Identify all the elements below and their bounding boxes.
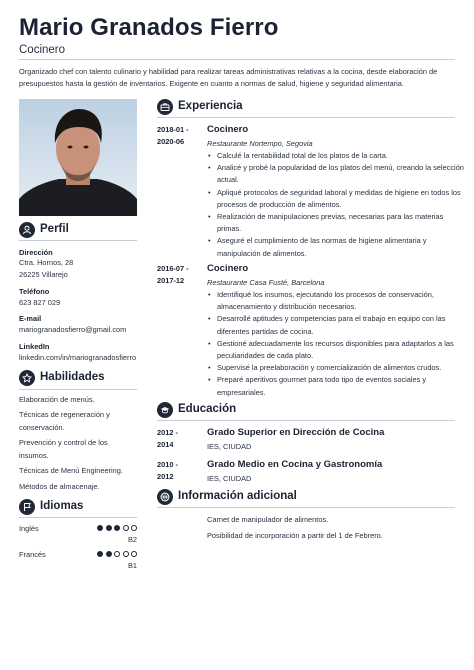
job-bullet: • Supervisé la preelaboración y comercialización de alimentos crudos.	[217, 362, 467, 374]
languages-section-title: Idiomas	[40, 500, 84, 512]
candidate-role: Cocinero	[19, 44, 66, 56]
flag-icon	[19, 499, 35, 515]
job-bullet: • Preparé aperitivos gourmet para todo tipo de eventos sociales y empresariales.	[217, 374, 467, 398]
level-dot-filled	[97, 525, 103, 531]
edu-date-start: 2012 -	[157, 428, 178, 437]
edu-title: Grado Medio en Cocina y Gastronomía	[207, 459, 383, 470]
level-dot-filled	[106, 525, 112, 531]
job-date-start: 2016-07 -	[157, 264, 189, 273]
job-place: Restaurante Casa Fusté, Barcelona	[207, 278, 325, 287]
email-value[interactable]: mariogranadosfierro@gmail.com	[19, 325, 127, 334]
education-section-title: Educación	[178, 403, 237, 415]
edu-title: Grado Superior en Dirección de Cocina	[207, 427, 385, 438]
edu-school: IES, CIUDAD	[207, 442, 252, 451]
linkedin-label: LinkedIn	[19, 342, 50, 351]
job-title: Cocinero	[207, 124, 249, 135]
skill-item: Prevención y control de los insumos.	[19, 438, 108, 460]
job-date-end: 2017-12	[157, 276, 185, 285]
skill-item: Técnicas de Menú Engineering.	[19, 466, 123, 475]
experience-divider	[157, 117, 455, 118]
address-label: Dirección	[19, 248, 53, 257]
phone-value: 623 827 029	[19, 298, 61, 307]
linkedin-value[interactable]: linkedin.com/in/mariogranadosfierro	[19, 353, 137, 362]
level-dot-filled	[97, 551, 103, 557]
level-dot-empty	[114, 551, 120, 557]
level-dot-filled	[114, 525, 120, 531]
job-bullet: • Realización de manipulaciones previas, necesarias para las materias primas.	[217, 211, 467, 235]
additional-item: Posibilidad de incorporación a partir del 1 de Febrero.	[207, 531, 383, 540]
skill-item: Métodos de almacenaje.	[19, 482, 100, 491]
job-bullets	[207, 150, 467, 260]
job-place: Restaurante Nortempo, Segovia	[207, 139, 313, 148]
job-bullet: • Desarrollé aptitudes y competencias para el trabajo en equipo con las diferentes partidas de cocina.	[217, 313, 467, 337]
level-dot-empty	[131, 525, 137, 531]
additional-item: Carnet de manipulador de alimentos.	[207, 515, 329, 524]
language-level-dots	[97, 525, 137, 532]
skill-item: Técnicas de regeneración y conservación.	[19, 410, 110, 432]
language-level: B2	[127, 535, 137, 544]
level-dot-empty	[131, 551, 137, 557]
language-level: B1	[127, 561, 137, 570]
candidate-name: Mario Granados Fierro	[19, 14, 279, 41]
job-date-start: 2018-01 -	[157, 125, 189, 134]
user-icon	[19, 222, 35, 238]
job-bullets	[207, 289, 467, 399]
address-line1: Ctra. Hornos, 28	[19, 258, 74, 267]
email-label: E-mail	[19, 314, 42, 323]
edu-date-end: 2012	[157, 472, 174, 481]
job-bullet: • Gestioné adecuadamente los recursos disponibles para adaptarlos a las peculiaridades de cada plato.	[217, 338, 467, 362]
star-badge-icon	[19, 370, 35, 386]
graduation-cap-icon	[157, 402, 173, 418]
profile-photo	[19, 99, 137, 216]
header-divider	[19, 59, 455, 60]
job-bullet: • Analicé y probé la popularidad de los platos del menú, creando la selección actual.	[217, 162, 467, 186]
job-bullet: • Identifiqué los insumos, ejecutando los procesos de conservación, almacenamiento y distribución necesarios.	[217, 289, 467, 313]
phone-label: Teléfono	[19, 287, 50, 296]
profile-divider	[19, 240, 137, 241]
level-dot-empty	[123, 525, 129, 531]
level-dot-empty	[123, 551, 129, 557]
language-level-dots	[97, 551, 137, 558]
skills-section-title: Habilidades	[40, 371, 105, 383]
skill-item: Elaboración de menús.	[19, 395, 95, 404]
level-dot-filled	[106, 551, 112, 557]
job-date-end: 2020-06	[157, 137, 185, 146]
experience-section-title: Experiencia	[178, 100, 243, 112]
additional-divider	[157, 507, 455, 508]
edu-date-end: 2014	[157, 440, 174, 449]
edu-date-start: 2010 -	[157, 460, 178, 469]
languages-divider	[19, 517, 137, 518]
profile-section-title: Perfil	[40, 223, 69, 235]
job-bullet: • Calculé la rentabilidad total de los platos de la carta.	[217, 150, 467, 162]
job-bullet: • Aseguré el cumplimiento de las normas de higiene alimentaria y manipulación de alimentos.	[217, 235, 467, 259]
briefcase-icon	[157, 99, 173, 115]
language-name: Inglés	[19, 524, 39, 533]
job-title: Cocinero	[207, 263, 249, 274]
address-line2: 26225 Villarejo	[19, 270, 68, 279]
basketball-icon	[157, 489, 173, 505]
job-bullet: • Apliqué protocolos de seguridad laboral y medidas de higiene en todos los procesos de producción de alimentos.	[217, 187, 467, 211]
language-name: Francés	[19, 550, 46, 559]
edu-school: IES, CIUDAD	[207, 474, 252, 483]
professional-summary: Organizado chef con talento culinario y habilidad para realizar tareas administrativas relativas a la cocina, desde elaboración de presupuestos hasta la gestión de inventarios. Exigente en cuanto a normas de salud, higiene y seguridad alimentaria.	[19, 67, 438, 88]
additional-section-title: Información adicional	[178, 490, 297, 502]
education-divider	[157, 420, 455, 421]
skills-divider	[19, 389, 137, 390]
